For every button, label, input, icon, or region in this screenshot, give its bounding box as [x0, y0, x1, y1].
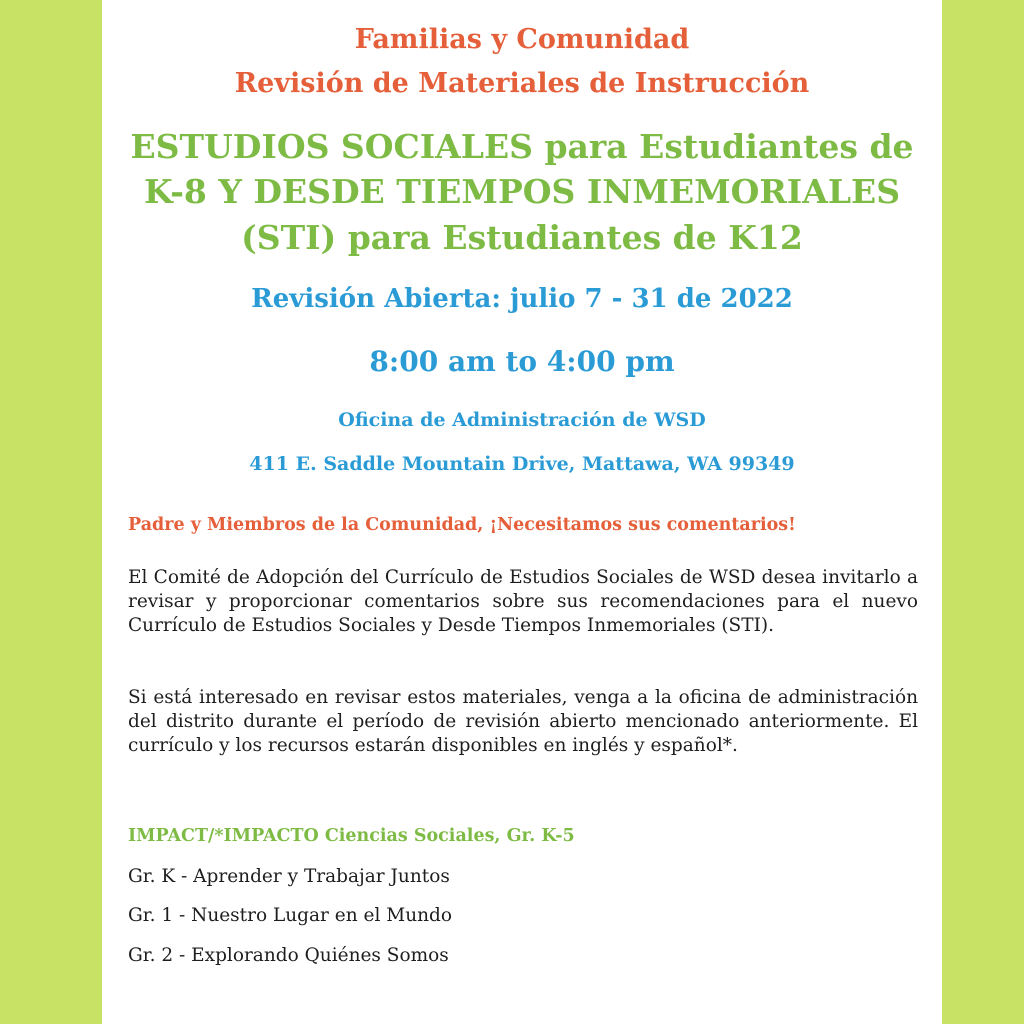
grade-1-item: Gr. 1 - Nuestro Lugar en el Mundo	[128, 905, 453, 926]
instructions-paragraph: Si está interesado en revisar estos materiales, venga a la oficina de administración del distrito durante el período de revisión abierto mencionado anteriormente. El currículo y los recursos estarán disponibles en inglés y español*.	[128, 687, 918, 756]
office-name: Oficina de Administración de WSD	[338, 409, 706, 431]
grade-2-item: Gr. 2 - Explorando Quiénes Somos	[128, 945, 449, 966]
review-dates: Revisión Abierta: julio 7 - 31 de 2022	[251, 284, 793, 314]
title-line-1: ESTUDIOS SOCIALES para Estudiantes de	[130, 127, 914, 166]
community-heading: Padre y Miembros de la Comunidad, ¡Necesitamos sus comentarios!	[128, 515, 796, 535]
title-line-3: (STI) para Estudiantes de K12	[241, 218, 803, 257]
flyer-page	[102, 0, 942, 1024]
grade-k-item: Gr. K - Aprender y Trabajar Juntos	[128, 866, 450, 887]
curriculum-heading: IMPACT/*IMPACTO Ciencias Sociales, Gr. K-5	[128, 826, 575, 846]
review-hours: 8:00 am to 4:00 pm	[369, 345, 675, 378]
title-line-2: K-8 Y DESDE TIEMPOS INMEMORIALES	[143, 172, 901, 211]
header-families: Familias y Comunidad	[354, 24, 690, 55]
invitation-paragraph: El Comité de Adopción del Currículo de Estudios Sociales de WSD desea invitarlo a revisar y proporcionar comentarios sobre sus recomendaciones para el nuevo Currículo de Estudios Sociales y Desde Tiempos Inmemoriales (STI).	[128, 567, 918, 636]
office-address: 411 E. Saddle Mountain Drive, Mattawa, WA 99349	[249, 453, 795, 475]
header-review-materials: Revisión de Materiales de Instrucción	[234, 68, 810, 99]
